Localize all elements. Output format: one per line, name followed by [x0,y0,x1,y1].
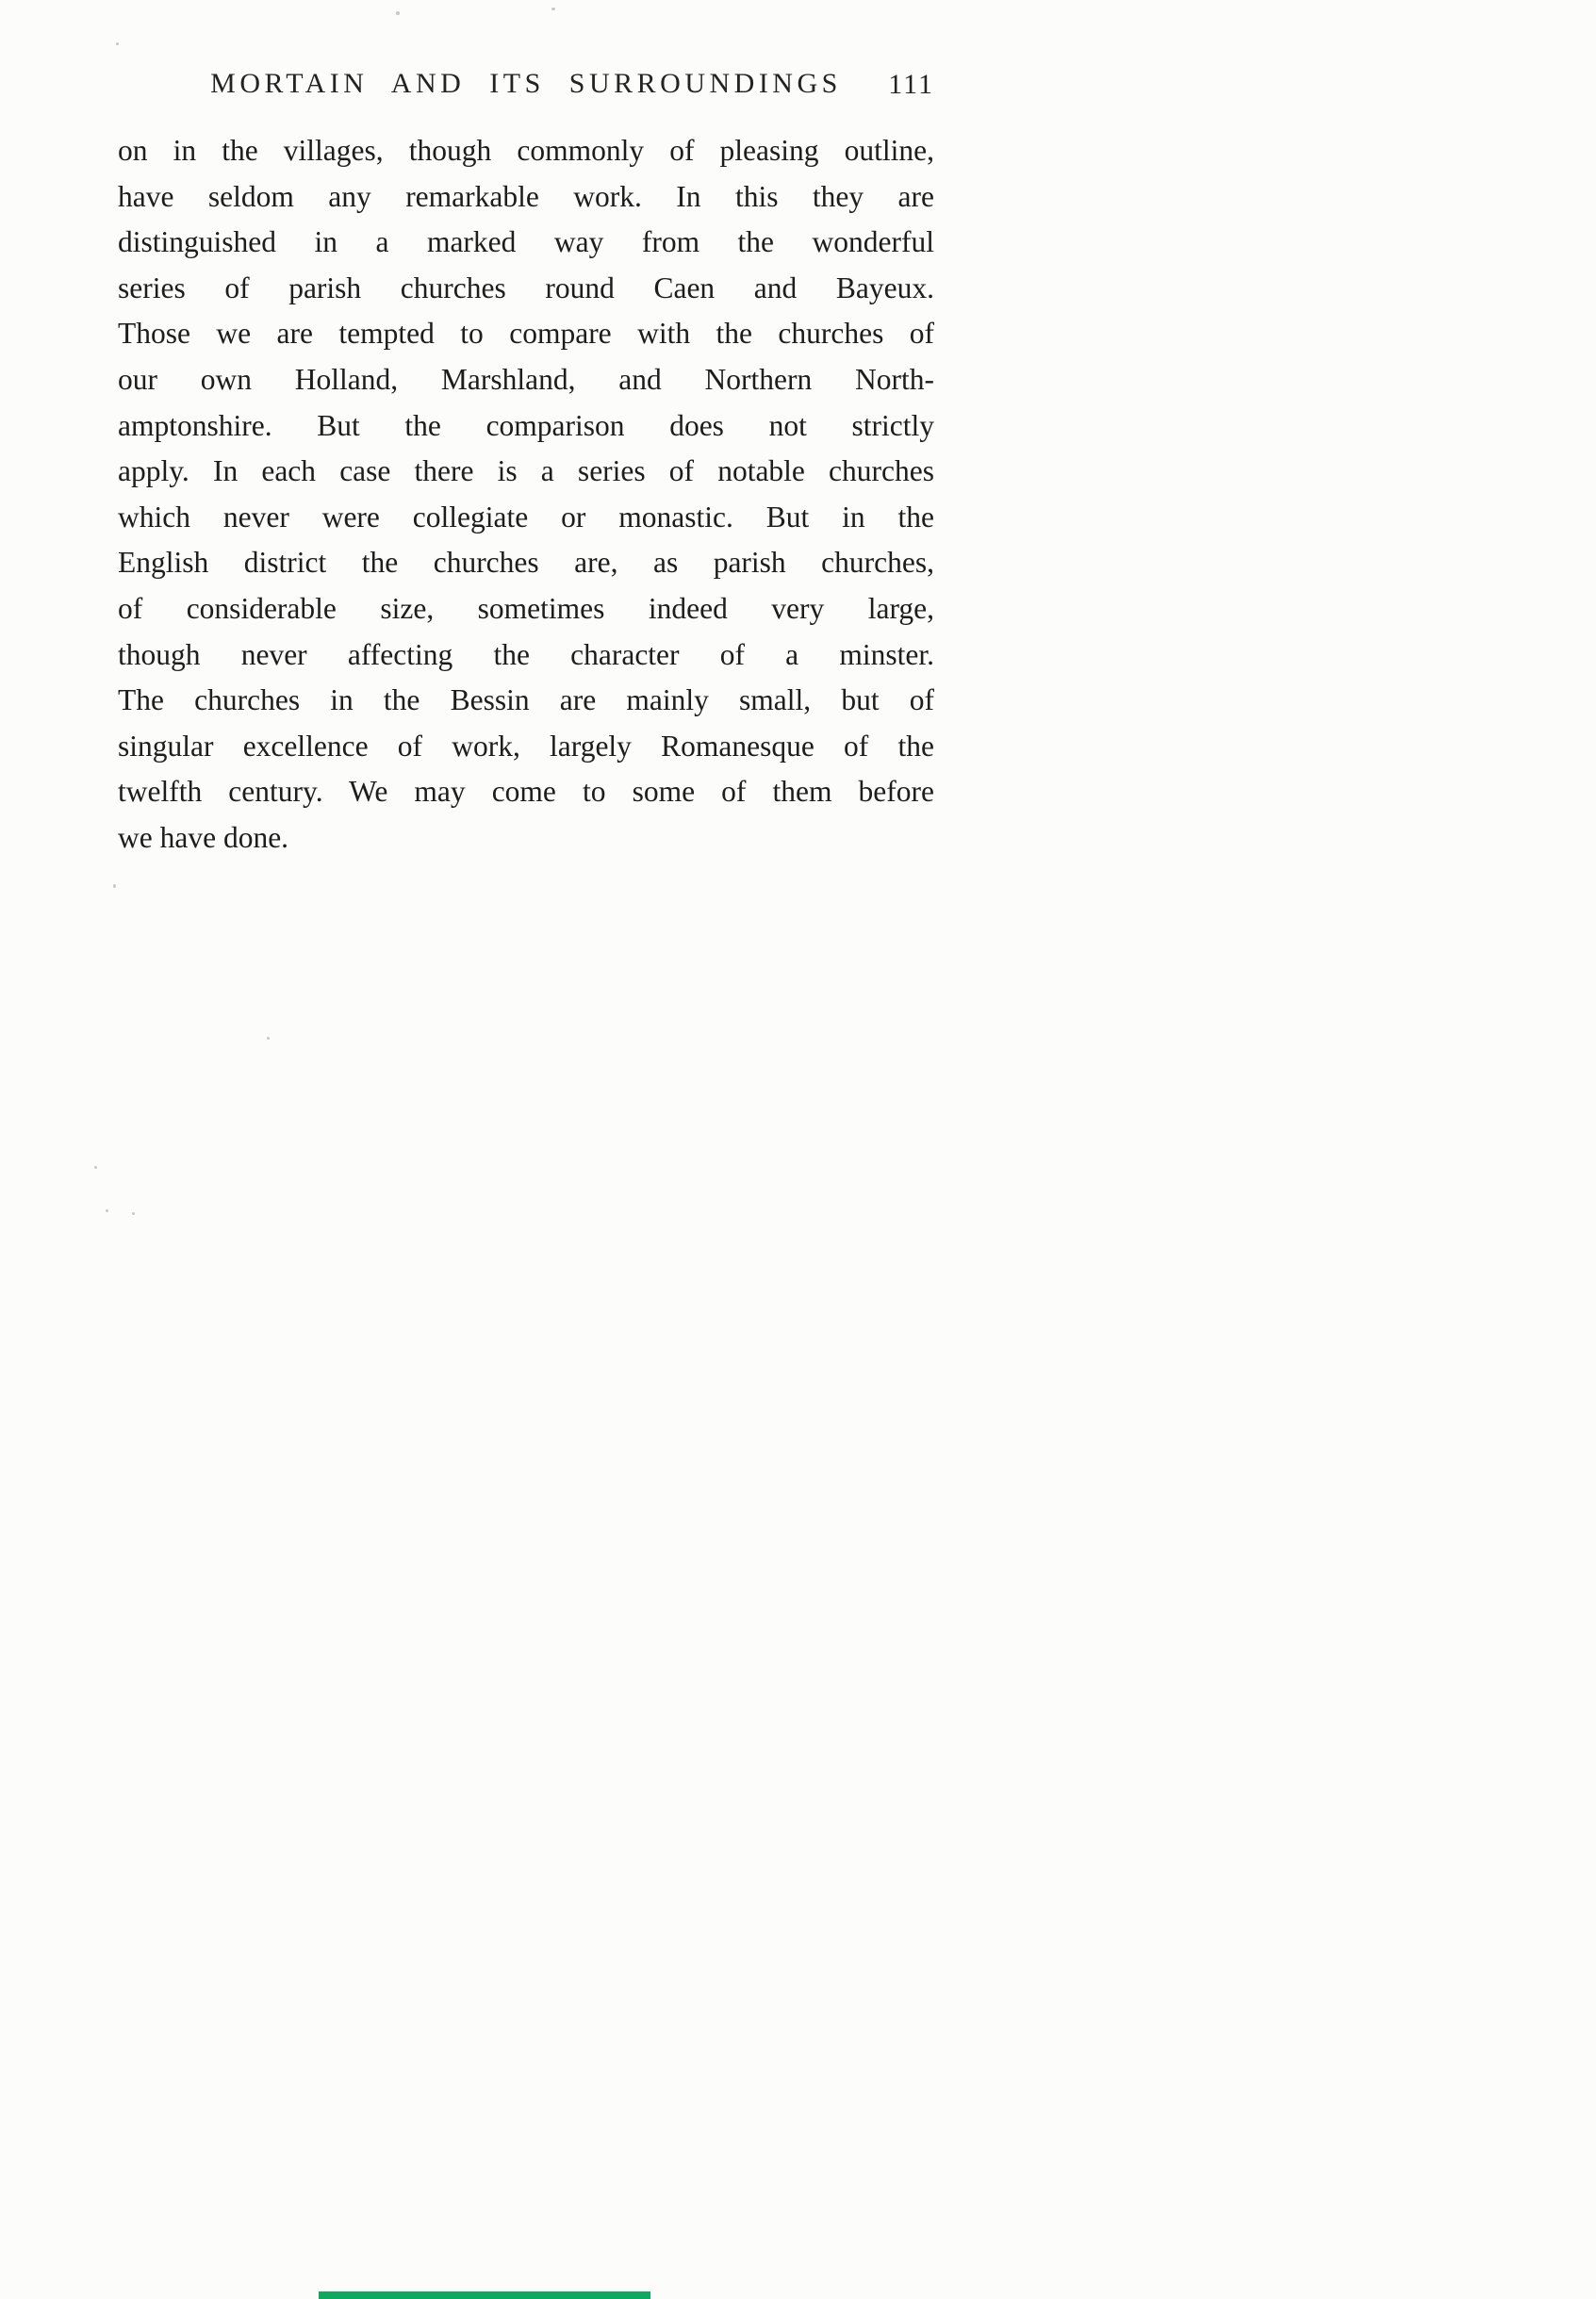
text-line: amptonshire. But the comparison does not strictly [118,408,934,442]
text-line: we have done. [118,820,289,854]
text-line: English district the churches are, as parish churches, [118,546,934,580]
text-line: singular excellence of work, largely Romanesque of the [118,729,934,763]
scan-speck [116,42,119,45]
scan-speck [94,1166,97,1169]
scan-artifact-bar [319,2291,650,2299]
scan-speck [396,11,400,15]
text-line: Those we are tempted to compare with the churches of [118,317,934,351]
scan-speck [551,8,555,10]
text-line: though never affecting the character of a minster. [118,637,934,671]
text-line: twelfth century. We may come to some of them before [118,775,934,809]
text-line: on in the villages, though commonly of pleasing outline, [118,134,934,167]
scan-speck [113,884,116,888]
scan-speck [267,1037,270,1040]
scan-speck [132,1212,135,1215]
page-header-title: MORTAIN AND ITS SURROUNDINGS [210,68,842,99]
body-text-block [118,128,934,862]
text-line: series of parish churches round Caen and Bayeux. [118,271,934,304]
text-line: distinguished in a marked way from the wonderful [118,225,934,259]
text-line: have seldom any remarkable work. In this they are [118,179,934,213]
text-line: of considerable size, sometimes indeed very large, [118,591,934,625]
text-line: apply. In each case there is a series of notable churches [118,454,934,488]
text-line: our own Holland, Marshland, and Northern North- [118,362,934,396]
scan-speck [106,1209,108,1212]
text-line: The churches in the Bessin are mainly small, but of [118,683,934,717]
text-line: which never were collegiate or monastic. But in the [118,500,934,534]
running-head [118,68,934,109]
page-number: 111 [888,69,934,100]
